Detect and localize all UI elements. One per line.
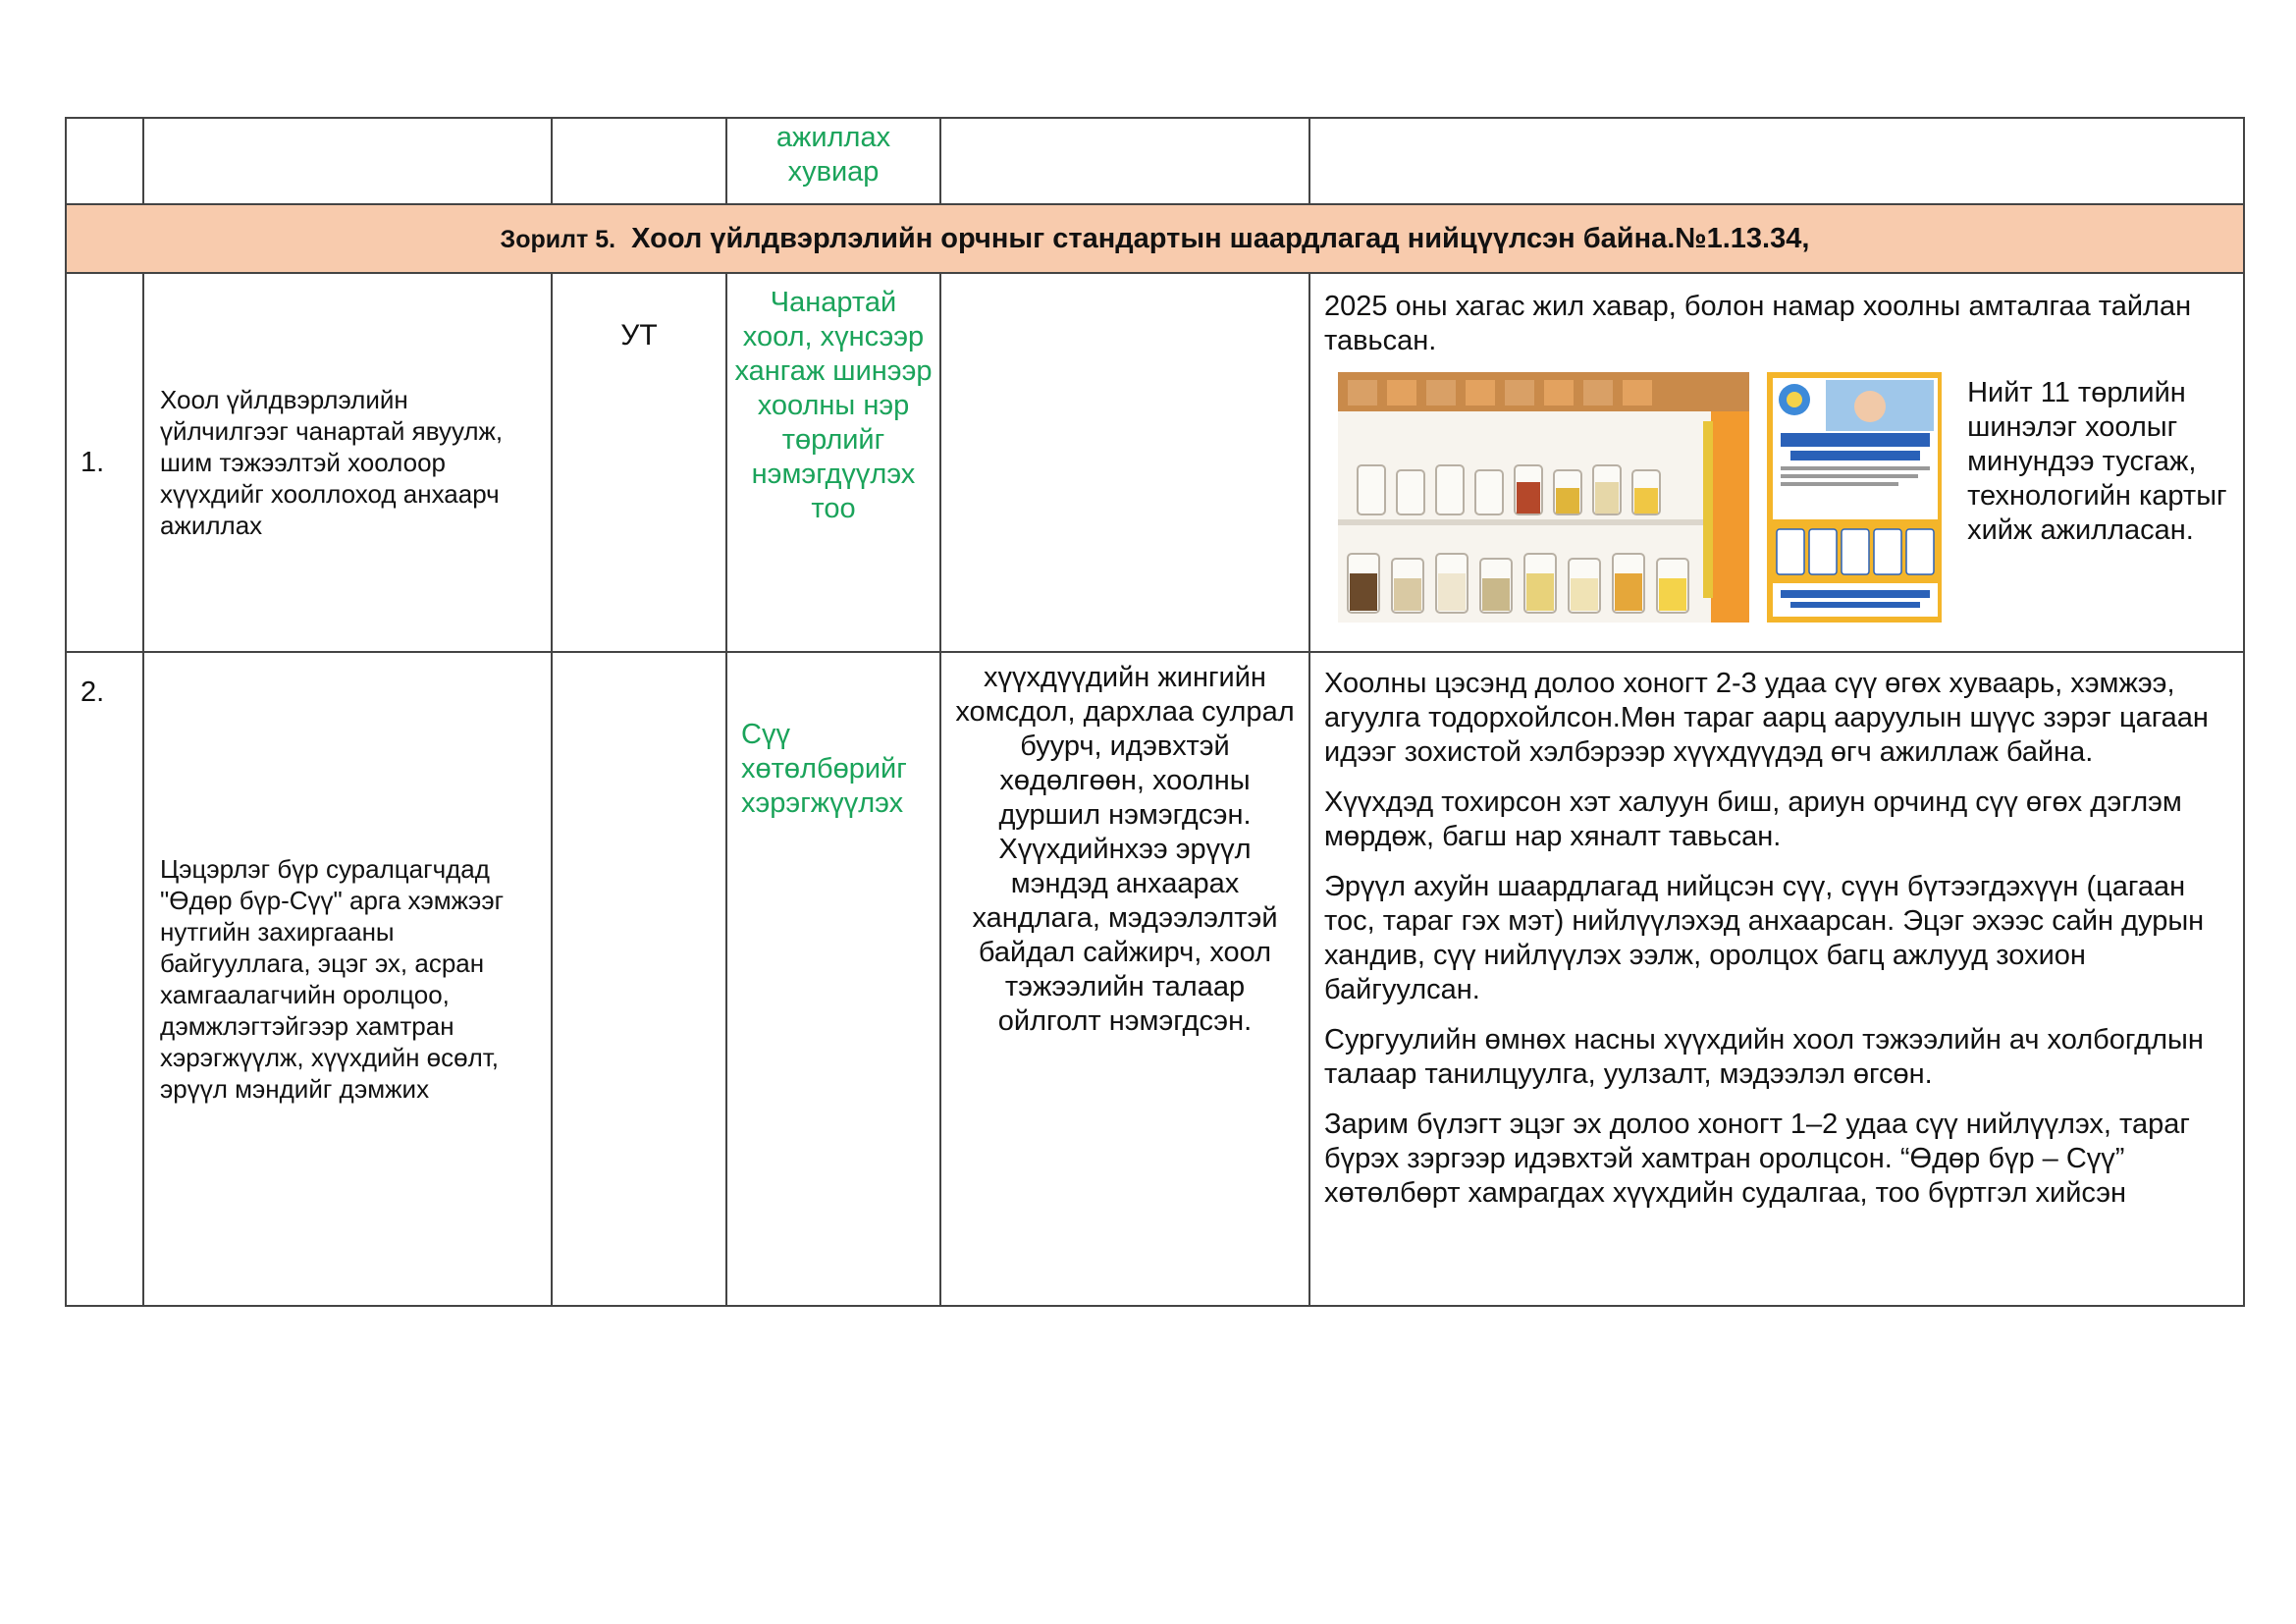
indicator-text: ажиллах хувиар	[775, 122, 891, 188]
food-display-photo	[1338, 372, 1749, 623]
responsible-cell	[552, 652, 726, 1306]
side-summary-text: Нийт 11 төрлийн шинэлэг хоолыг минундээ тусгаж, технологийн картыг хийж ажилласан.	[1967, 377, 2227, 546]
milk-program-poster	[1767, 372, 1942, 623]
report-paragraph: Зарим бүлэгт эцэг эх долоо хоногт 1–2 удаа сүү нийлүүлэх, тараг бүрэх зэргээр идэвхтэй хамтран оролцсон. “Өдөр бүр – Сүү” хөтөлбөрт хамрагдах хүүхдийн судалгаа, тоо бүртгэл хийсэн	[1324, 1109, 2190, 1209]
activity-cell	[143, 652, 552, 1306]
report-paragraph: Хүүхдэд тохирсон хэт халуун биш, ариун орчинд сүү өгөх дэглэм мөрдөж, багш нар хяналт тавьсан.	[1324, 786, 2182, 852]
goal-prefix: Зорилт 5.	[500, 225, 616, 253]
activity-text: Хоол үйлдвэрлэлийн үйлчилгээг чанартай явуулж, шим тэжээлтэй хоолоор хүүхдийг хооллоход анхаарч ажиллах	[160, 385, 504, 540]
report-images	[1324, 372, 2229, 623]
responsible-text: УТ	[620, 319, 658, 352]
responsible-cell	[552, 273, 726, 652]
result-cell	[940, 118, 1309, 204]
report-paragraph: Сургуулийн өмнөх насны хүүхдийн хоол тэжээлийн ач холбогдлын талаар танилцуулга, уулзалт, мэдээлэл өгсөн.	[1324, 1024, 2204, 1090]
activity-cell	[143, 273, 552, 652]
row-number-text: 2.	[80, 677, 105, 708]
result-cell	[940, 273, 1309, 652]
result-text: хүүхдүүдийн жингийн хомсдол, дархлаа сулрал буурч, идэвхтэй хөдөлгөөн, хоолны дуршил нэмэгдсэн. Хүүхдийнхээ эрүүл мэндэд анхаарах хандлага, мэдээлэлтэй байдал сайжирч, хоол тэжээлийн талаар ойлголт нэмэгдсэн.	[955, 662, 1295, 1037]
responsible-cell	[552, 118, 726, 204]
report-cell	[1309, 118, 2244, 204]
table-row	[66, 652, 2244, 1306]
report-text: 2025 оны хагас жил хавар, болон намар хоолны амталгаа тайлан тавьсан.	[1324, 291, 2192, 356]
activity-cell	[143, 118, 552, 204]
indicator-cell	[726, 273, 940, 652]
report-paragraph: Эрүүл ахуйн шаардлагад нийцсэн сүү, сүүн бүтээгдэхүүн (цагаан тос, тараг гэх мэт) нийлүүлэхэд анхаарсан. Эцэг эхээс сайн дурын хандив, сүү нийлүүлэх ээлж, оролцох багц ажлууд зохион байгуулсан.	[1324, 871, 2205, 1005]
row-number	[66, 652, 143, 1306]
goal-text: Хоол үйлдвэрлэлийн орчныг стандартын шаардлагад нийцүүлсэн байна.№1.13.34,	[631, 222, 1810, 254]
report-cell	[1309, 273, 2244, 652]
table-row	[66, 273, 2244, 652]
num-cell	[66, 118, 143, 204]
row-number-text: 1.	[80, 446, 105, 478]
goal-heading	[66, 204, 2244, 273]
table-row	[66, 118, 2244, 204]
row-number	[66, 273, 143, 652]
activity-text: Цэцэрлэг бүр суралцагчдад "Өдөр бүр-Сүү" арга хэмжээг нутгийн захиргааны байгууллага, эцэг эх, асран хамгаалагчийн оролцоо, дэмжлэгтэйгээр хамтран хэрэгжүүлж, хүүхдийн өсөлт, эрүүл мэндийг дэмжих	[160, 854, 505, 1104]
indicator-cell	[726, 652, 940, 1306]
goal-row	[66, 204, 2244, 273]
activity-plan-table	[65, 117, 2245, 1307]
result-cell	[940, 652, 1309, 1306]
report-paragraph: Хоолны цэсэнд долоо хоногт 2-3 удаа сүү өгөх хуваарь, хэмжээ, агуулга тодорхойлсон.Мөн тараг аарц ааруулын шүүс зэрэг цагаан идээг зохистой хэлбэрээр хүүхдүүдэд өгч ажиллаж байна.	[1324, 668, 2209, 768]
indicator-text: Сүү хөтөлбөрийг хэрэгжүүлэх	[741, 719, 907, 819]
indicator-text: Чанартай хоол, хүнсээр хангаж шинээр хоолны нэр төрлийг нэмэгдүүлэх тоо	[734, 287, 933, 524]
indicator-cell	[726, 118, 940, 204]
report-cell	[1309, 652, 2244, 1306]
